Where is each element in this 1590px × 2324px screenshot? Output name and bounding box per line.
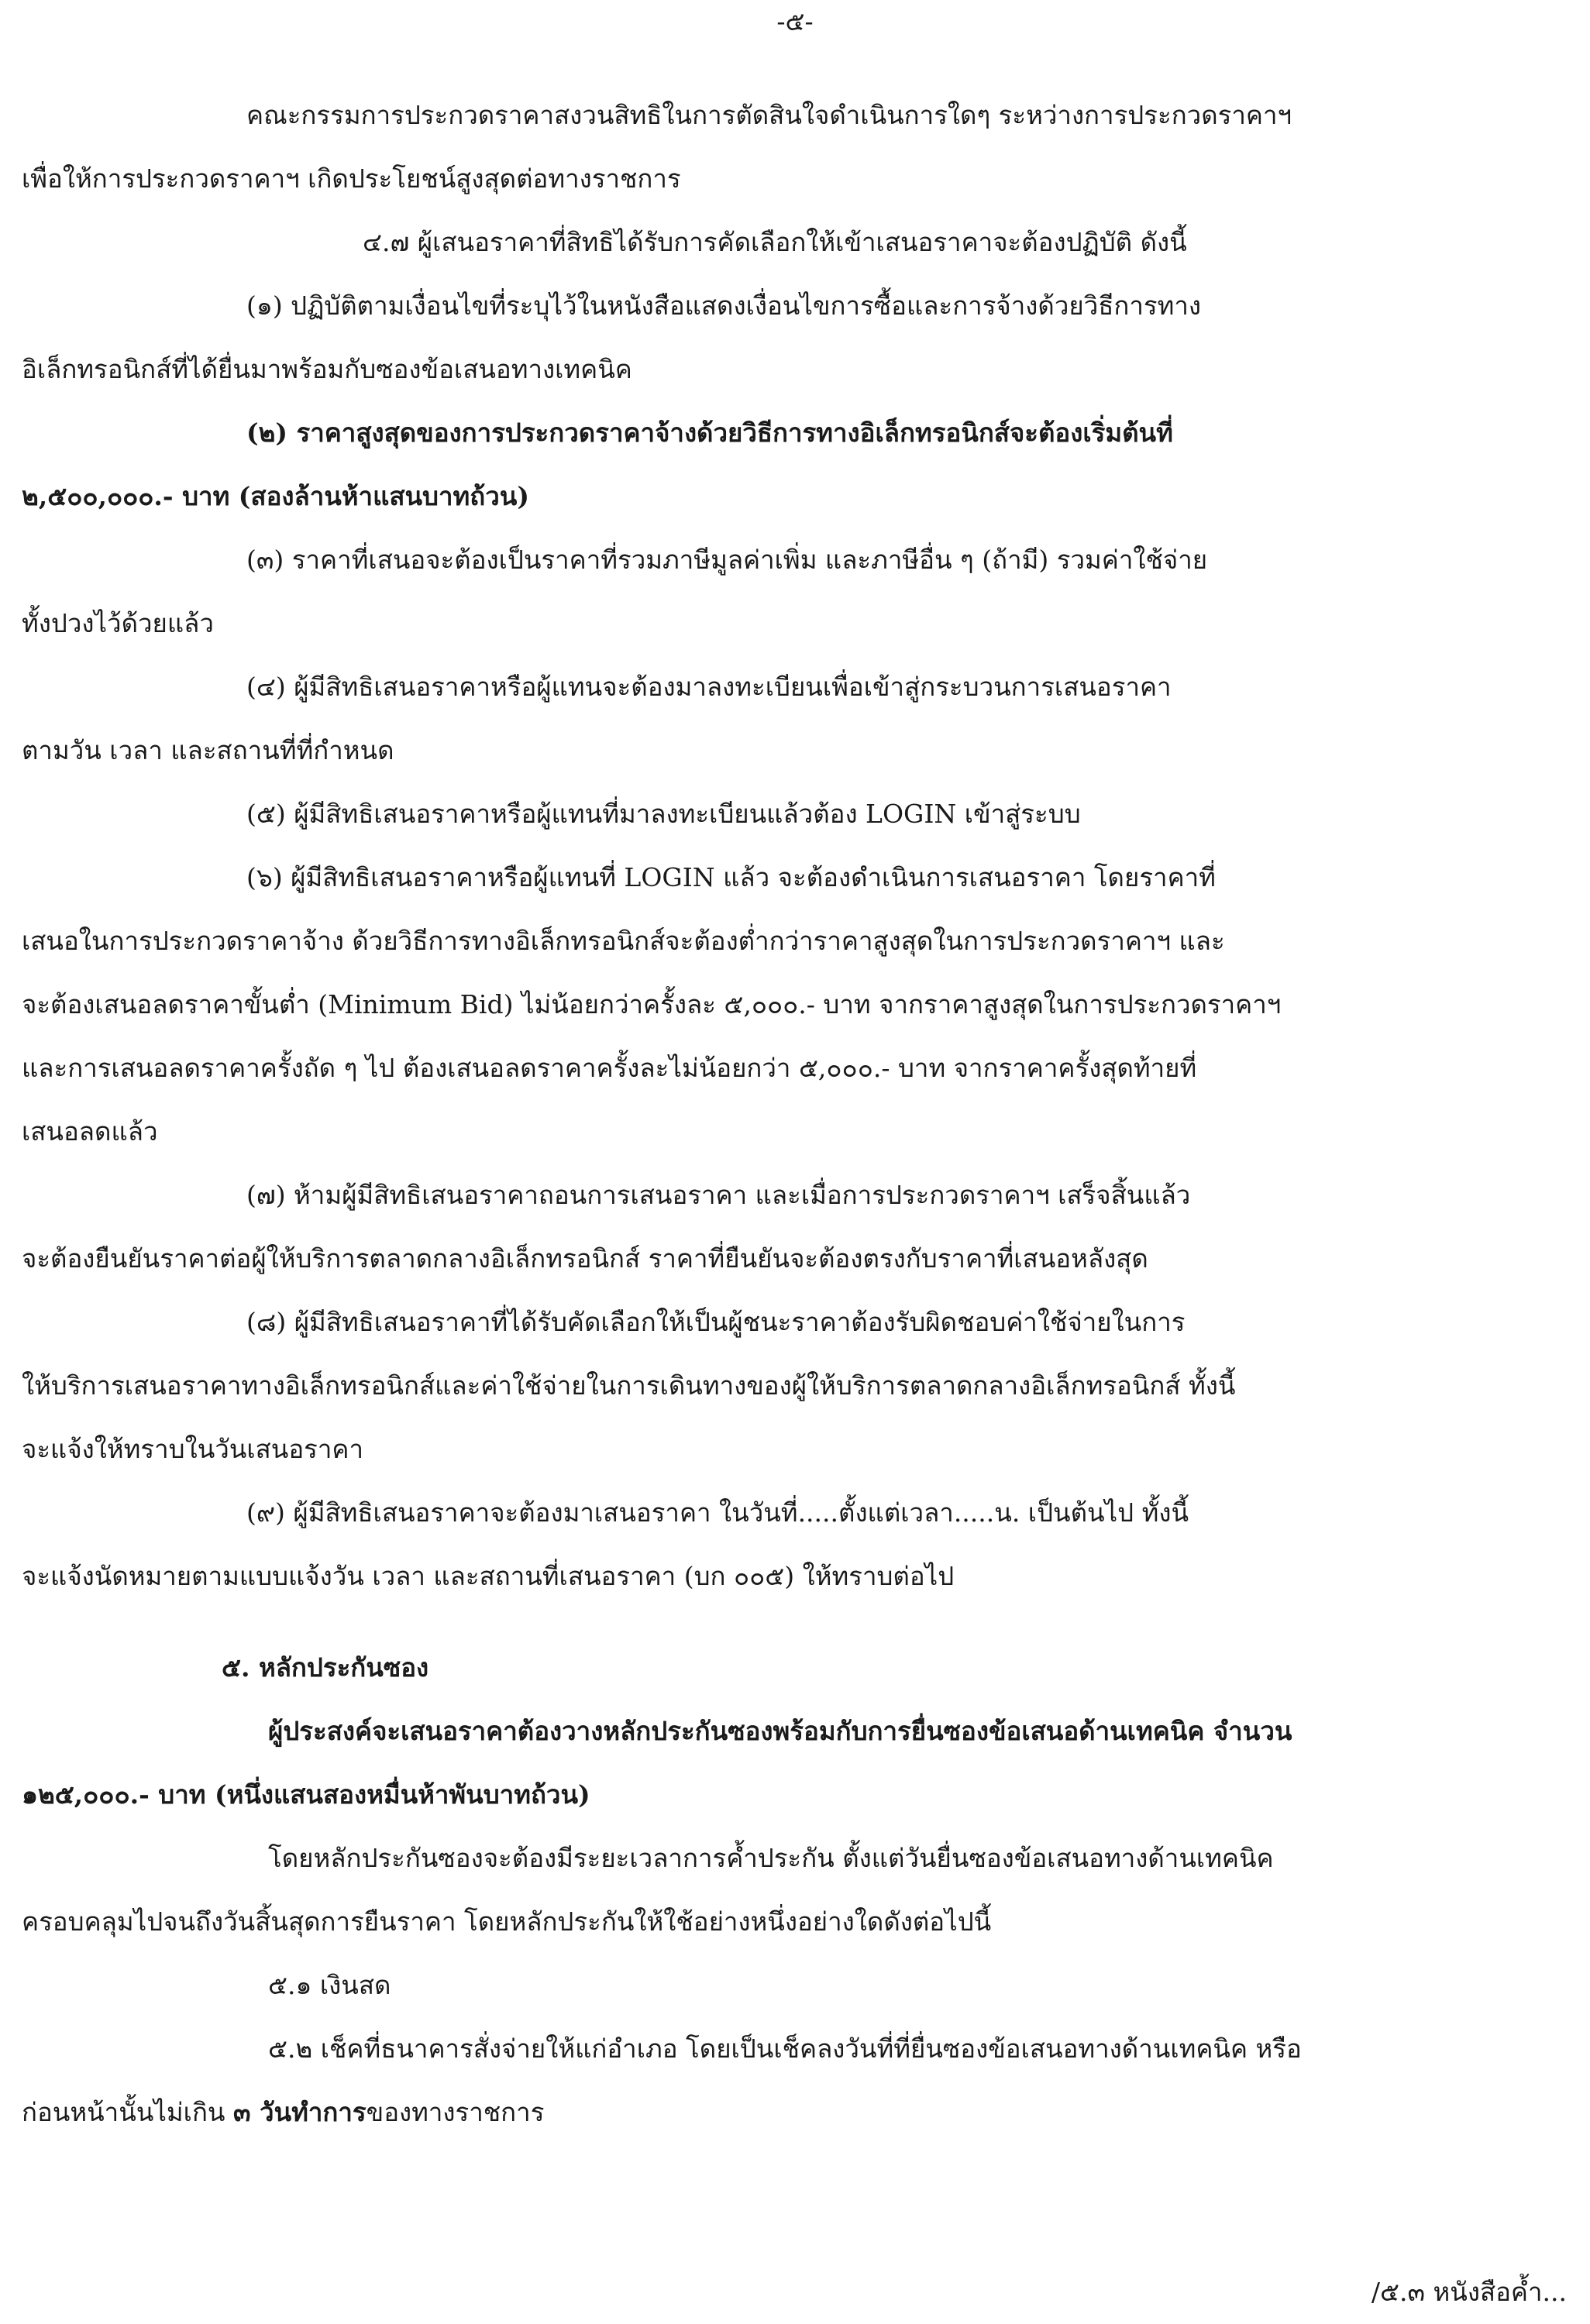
item-3-line: ทั้งปวงไว้ด้วยแล้ว [22,608,214,638]
item-6-line: เสนอในการประกวดราคาจ้าง ด้วยวิธีการทางอิเล็กทรอนิกส์จะต้องต่ำกว่าราคาสูงสุดในการประกวดราคาฯ และ [22,926,1225,956]
continuation-footer: /๕.๓ หนังสือค้ำ... [1371,2277,1567,2307]
section-spacer [22,1608,1581,1636]
item-8-line: ให้บริการเสนอราคาทางอิเล็กทรอนิกส์และค่าใช้จ่ายในการเดินทางของผู้ให้บริการตลาดกลางอิเล็กทรอนิกส์ ทั้งนี้ [22,1370,1236,1401]
section-5-heading: ๕. หลักประกันซอง [222,1652,429,1683]
item-3-line: (๓) ราคาที่เสนอจะต้องเป็นราคาที่รวมภาษีมูลค่าเพิ่ม และภาษีอื่น ๆ (ถ้ามี) รวมค่าใช้จ่าย [246,545,1208,575]
section-5-2-text: ของทางราชการ [366,2097,545,2127]
section-5-line: ครอบคลุมไปจนถึงวันสิ้นสุดการยืนราคา โดยหลักประกันให้ใช้อย่างหนึ่งอย่างใดดังต่อไปนี้ [22,1906,992,1937]
section-5-2-line [22,2081,1581,2144]
document-body [22,84,1581,2144]
section-5-line: โดยหลักประกันซองจะต้องมีระยะเวลาการค้ำประกัน ตั้งแต่วันยื่นซองข้อเสนอทางด้านเทคนิค [268,1843,1274,1873]
page-number: -๕- [776,6,814,36]
item-4-line: (๔) ผู้มีสิทธิเสนอราคาหรือผู้แทนจะต้องมาลงทะเบียนเพื่อเข้าสู่กระบวนการเสนอราคา [246,672,1172,702]
paragraph-line: เพื่อให้การประกวดราคาฯ เกิดประโยชน์สูงสุดต่อทางราชการ [22,163,681,194]
item-7-line: (๗) ห้ามผู้มีสิทธิเสนอราคาถอนการเสนอราคา และเมื่อการประกวดราคาฯ เสร็จสิ้นแล้ว [246,1180,1191,1210]
item-8-line: (๘) ผู้มีสิทธิเสนอราคาที่ได้รับคัดเลือกให้เป็นผู้ชนะราคาต้องรับผิดชอบค่าใช้จ่ายในการ [246,1307,1186,1337]
section-5-line: ผู้ประสงค์จะเสนอราคาต้องวางหลักประกันซองพร้อมกับการยื่นซองข้อเสนอด้านเทคนิค จำนวน [268,1716,1292,1746]
item-8-line: จะแจ้งให้ทราบในวันเสนอราคา [22,1434,364,1464]
item-1-line: (๑) ปฏิบัติตามเงื่อนไขที่ระบุไว้ในหนังสือแสดงเงื่อนไขการซื้อและการจ้างด้วยวิธีการทาง [246,290,1202,321]
item-6-line: (๖) ผู้มีสิทธิเสนอราคาหรือผู้แทนที่ LOGIN แล้ว จะต้องดำเนินการเสนอราคา โดยราคาที่ [246,862,1216,892]
item-9-line: จะแจ้งนัดหมายตามแบบแจ้งวัน เวลา และสถานที่เสนอราคา (บก ๐๐๕) ให้ทราบต่อไป [22,1561,955,1591]
item-4-line: ตามวัน เวลา และสถานที่ที่กำหนด [22,735,394,765]
section-5-1-line: ๕.๑ เงินสด [268,1970,391,2000]
item-5-line: (๕) ผู้มีสิทธิเสนอราคาหรือผู้แทนที่มาลงทะเบียนแล้วต้อง LOGIN เข้าสู่ระบบ [246,799,1081,829]
item-6-line: เสนอลดแล้ว [22,1116,158,1147]
item-2-line: ๒,๕๐๐,๐๐๐.- บาท (สองล้านห้าแสนบาทถ้วน) [22,481,529,511]
item-6-line: จะต้องเสนอลดราคาขั้นต่ำ (Minimum Bid) ไม่น้อยกว่าครั้งละ ๕,๐๐๐.- บาท จากราคาสูงสุดในการประกวดราคาฯ [22,989,1282,1019]
section-5-line: ๑๒๕,๐๐๐.- บาท (หนึ่งแสนสองหมื่นห้าพันบาทถ้วน) [22,1779,590,1810]
section-5-2-bold-text: ๓ วันทำการ [232,2097,367,2127]
item-1-line: อิเล็กทรอนิกส์ที่ได้ยื่นมาพร้อมกับซองข้อเสนอทางเทคนิค [22,354,632,384]
paragraph-line: คณะกรรมการประกวดราคาสงวนสิทธิในการตัดสินใจดำเนินการใดๆ ระหว่างการประกวดราคาฯ [246,100,1292,130]
item-7-line: จะต้องยืนยันราคาต่อผู้ให้บริการตลาดกลางอิเล็กทรอนิกส์ ราคาที่ยืนยันจะต้องตรงกับราคาที่เสนอหลังสุด [22,1243,1148,1274]
section-5-2-text: ก่อนหน้านั้นไม่เกิน [22,2097,233,2127]
section-4-7-heading: ๔.๗ ผู้เสนอราคาที่สิทธิได้รับการคัดเลือกให้เข้าเสนอราคาจะต้องปฏิบัติ ดังนี้ [363,227,1187,257]
item-6-line: และการเสนอลดราคาครั้งถัด ๆ ไป ต้องเสนอลดราคาครั้งละไม่น้อยกว่า ๕,๐๐๐.- บาท จากราคาครั้งสุดท้ายที่ [22,1053,1197,1083]
section-5-2-line: ๕.๒ เช็คที่ธนาคารสั่งจ่ายให้แก่อำเภอ โดยเป็นเช็คลงวันที่ที่ยื่นซองข้อเสนอทางด้านเทคนิค หรือ [268,2033,1302,2064]
item-2-line: (๒) ราคาสูงสุดของการประกวดราคาจ้างด้วยวิธีการทางอิเล็กทรอนิกส์จะต้องเริ่มต้นที่ [246,418,1173,448]
item-9-line: (๙) ผู้มีสิทธิเสนอราคาจะต้องมาเสนอราคา ในวันที่.....ตั้งแต่เวลา.....น. เป็นต้นไป ทั้งนี้ [246,1497,1189,1528]
